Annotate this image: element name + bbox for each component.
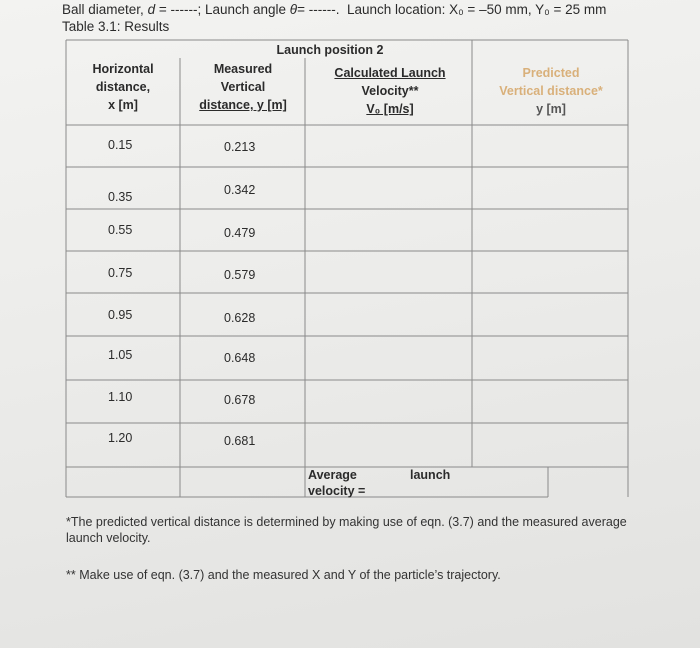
cell-y: 0.678 — [224, 393, 256, 407]
cell-x: 1.20 — [108, 431, 133, 445]
average-velocity-label: Average velocity = — [308, 468, 366, 498]
cell-x: 0.55 — [108, 223, 133, 237]
average-launch-label: launch — [410, 468, 451, 482]
col-header-horizontal-distance: Horizontal distance, x [m] — [92, 62, 154, 112]
diameter-symbol: d — [147, 2, 156, 17]
cell-y: 0.213 — [224, 140, 256, 154]
cell-y: 0.579 — [224, 268, 256, 282]
cell-x: 0.75 — [108, 266, 133, 280]
table-caption: Table 3.1: Results — [62, 19, 170, 34]
col-header-measured-vertical: Measured Vertical distance, y [m] — [199, 62, 287, 112]
cell-x: 0.95 — [108, 308, 133, 322]
cell-y: 0.648 — [224, 351, 256, 365]
cell-x: 0.35 — [108, 190, 133, 204]
footnote-predicted: *The predicted vertical distance is determined by making use of eqn. (3.7) and the measured average launch velocity. — [66, 515, 627, 545]
cell-x: 1.10 — [108, 390, 133, 404]
col-header-launch-velocity: Calculated Launch Velocity** V₀ [m/s] — [334, 66, 446, 116]
cell-x: 1.05 — [108, 348, 133, 362]
cell-y: 0.628 — [224, 311, 256, 325]
cell-y: 0.681 — [224, 434, 256, 448]
footnote-velocity: ** Make use of eqn. (3.7) and the measured X and Y of the particle’s trajectory. — [66, 568, 501, 582]
theta-value: = ------. — [297, 2, 340, 17]
launch-angle-label: ; Launch angle — [197, 2, 287, 17]
cell-x: 0.15 — [108, 138, 133, 152]
cell-y: 0.342 — [224, 183, 256, 197]
col-header-predicted-vertical: Predicted Vertical distance* y [m] — [499, 66, 603, 116]
cell-y: 0.479 — [224, 226, 256, 240]
launch-position-header: Launch position 2 — [276, 43, 384, 57]
launch-location: Launch location: X₀ = –50 mm, Y₀ = 25 mm — [347, 2, 607, 17]
theta-symbol: θ — [289, 2, 298, 17]
ball-diameter-label: Ball diameter, — [62, 2, 144, 17]
diameter-value: = ------ — [158, 2, 198, 17]
